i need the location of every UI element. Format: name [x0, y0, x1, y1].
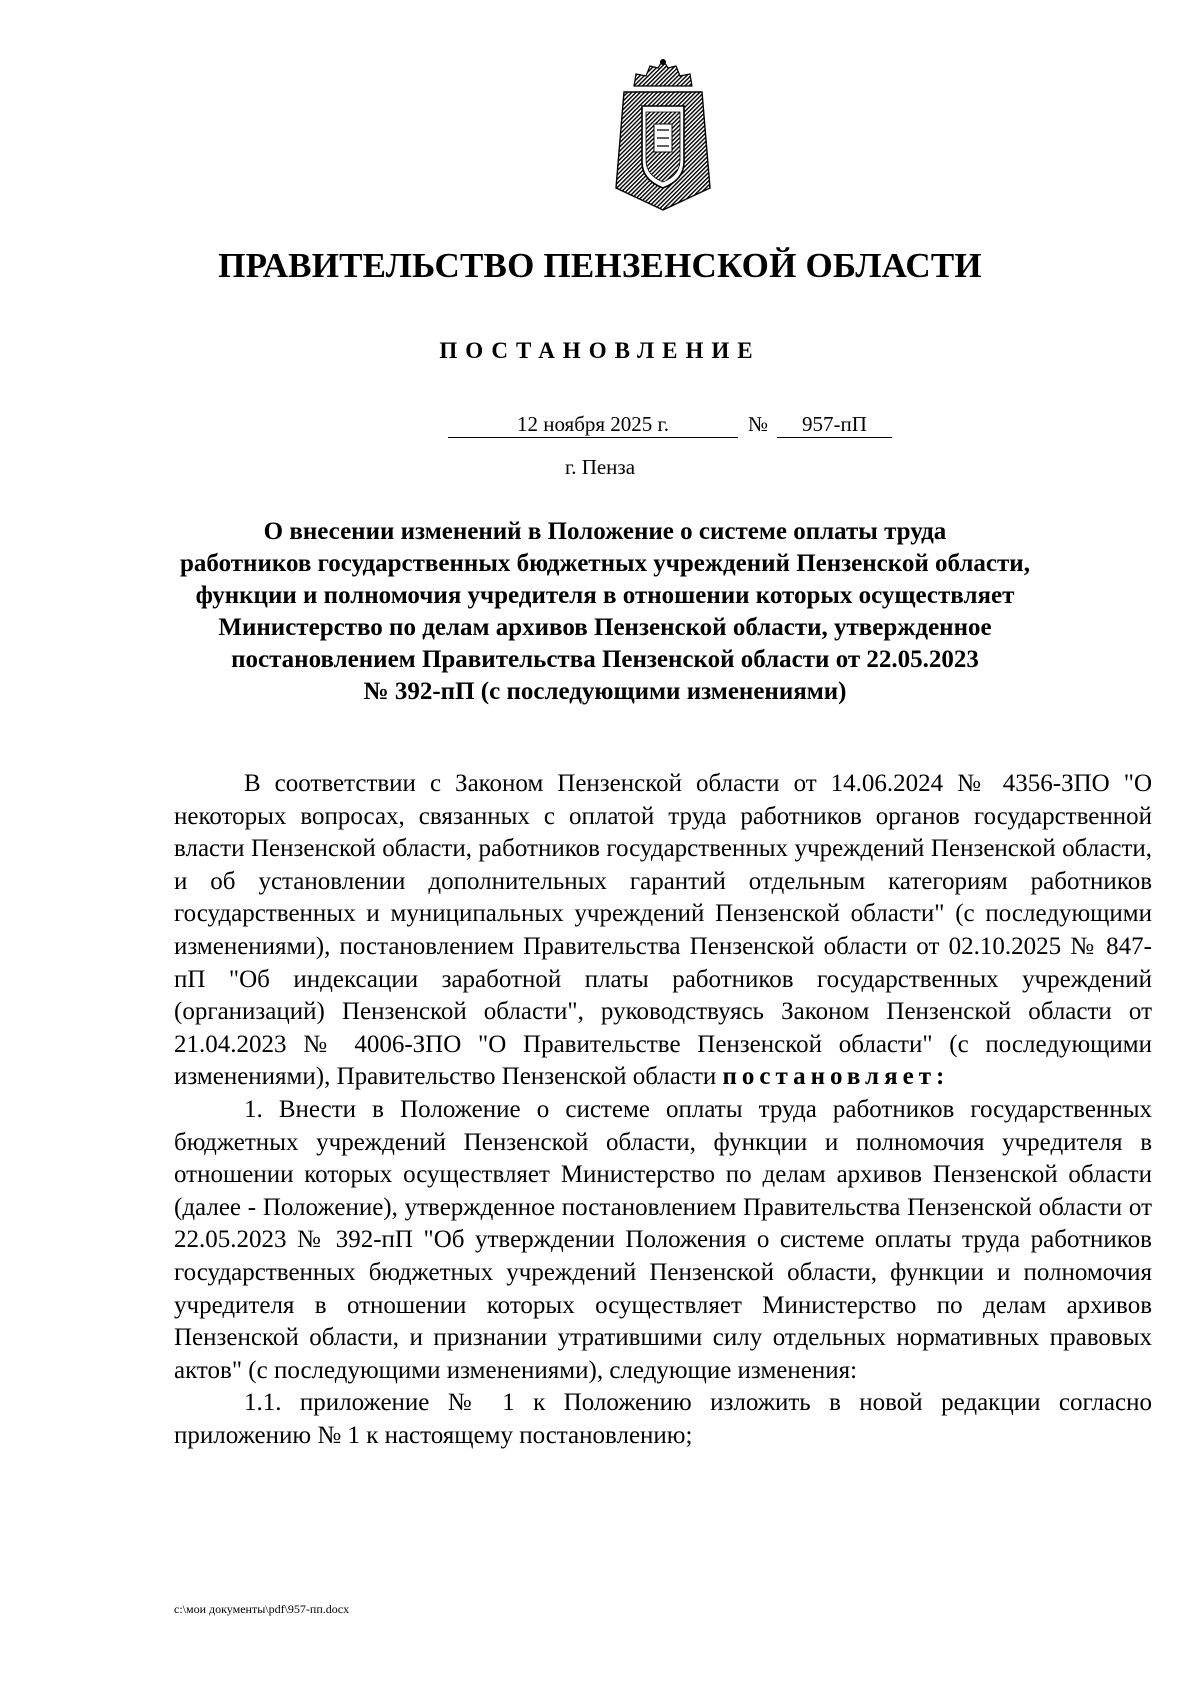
decree-colon: :	[935, 1063, 945, 1091]
number-sign: №	[747, 412, 769, 436]
item-1-paragraph: 1. Внести в Положение о системе оплаты труда работников государственных бюджетных учреждений Пензенской области, функции и полномочия учредителя в отношении которых осуществляет Министерство по делам архивов Пензенской области (далее - Положение), утвержденное постановлением Правительства Пензенской области от 22.05.2023 № 392-пП "Об утверждении Положения о системе оплаты труда работников государственных бюджетных учреждений Пензенской области, функции и полномочия учредителя в отношении которых осуществляет Министерство по делам архивов Пензенской области, и признании утратившими силу отдельных нормативных правовых актов" (с последующими изменениями), следующие изменения:	[174, 1095, 1152, 1384]
coat-of-arms-emblem	[610, 58, 716, 213]
file-path-footer: c:\мои документы\pdf\957-пп.docx	[174, 1602, 350, 1616]
heading-line: постановлением Правительства Пензенской области от 22.05.2023	[231, 646, 979, 673]
heading-line: О внесении изменений в Положение о системе оплаты труда	[263, 518, 947, 545]
preamble-paragraph	[174, 768, 1152, 1094]
preamble-text: В соответствии с Законом Пензенской области от 14.06.2024 № 4356-ЗПО "О некоторых вопросах, связанных с оплатой труда работников органов государственной власти Пензенской области, работников государственных учреждений Пензенской области, и об установлении дополнительных гарантий отдельным категориям работников государственных и муниципальных учреждений Пензенской области" (с последующими изменениями), постановлением Правительства Пензенской области от 02.10.2025 № 847-пП "Об индексации заработной платы работников государственных учреждений (организаций) Пензенской области", руководствуясь Законом Пензенской области от 21.04.2023 № 4006-ЗПО "О Правительстве Пензенской области" (с последующими изменениями), Правительство Пензенской области	[174, 770, 1152, 1091]
item-1-1-paragraph: 1.1. приложение № 1 к Положению изложить в новой редакции согласно приложению № 1 к настоящему постановлению;	[174, 1389, 1152, 1449]
document-number: 957-пП	[777, 411, 892, 438]
heading-line: функции и полномочия учредителя в отношении которых осуществляет	[195, 582, 1015, 609]
heading-line: работников государственных бюджетных учреждений Пензенской области,	[180, 550, 1030, 577]
document-type: ПОСТАНОВЛЕНИЕ	[439, 338, 761, 363]
document-date: 12 ноября 2025 г.	[448, 411, 738, 438]
heading-line: Министерство по делам архивов Пензенской области, утвержденное	[218, 614, 992, 641]
heading-line: № 392-пП (с последующими изменениями)	[363, 678, 847, 705]
organization-title: ПРАВИТЕЛЬСТВО ПЕНЗЕНСКОЙ ОБЛАСТИ	[218, 246, 982, 285]
document-heading	[150, 516, 1060, 708]
document-body	[174, 768, 1152, 1452]
document-city: г. Пенза	[564, 455, 636, 479]
decree-word: постановляет	[722, 1063, 936, 1091]
